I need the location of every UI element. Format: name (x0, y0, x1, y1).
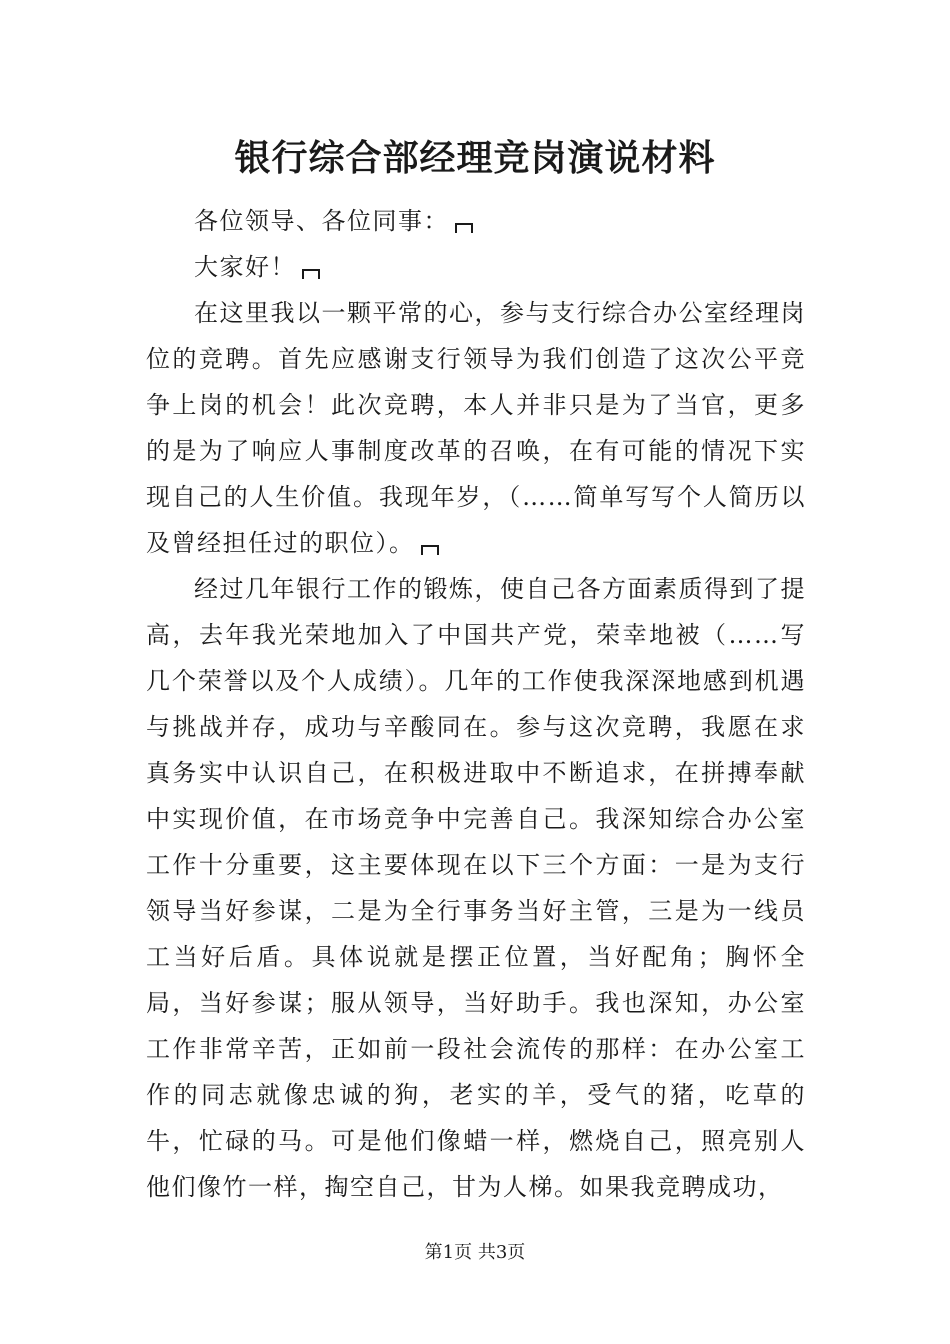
paragraph-mark-icon (455, 223, 473, 233)
paragraph-mark-icon (302, 269, 320, 279)
document-title: 银行综合部经理竞岗演说材料 (234, 137, 716, 179)
paragraph-2: 经过几年银行工作的锻炼，使自己各方面素质得到了提高，去年我光荣地加入了中国共产党，荣幸地被（……写几个荣誉以及个人成绩）。几年的工作使我深深地感到机遇与挑战并存，成功与辛酸同在。参与这次竞聘，我愿在求真务实中认识自己，在积极进取中不断追求，在拼搏奉献中实现价值，在市场竞争中完善自己。我深知综合办公室工作十分重要，这主要体现在以下三个方面：一是为支行领导当好参谋，二是为全行事务当好主管，三是为一线员工当好后盾。具体说就是摆正位置，当好配角；胸怀全局，当好参谋；服从领导，当好助手。我也深知，办公室工作非常辛苦，正如前一段社会流传的那样：在办公室工作的同志就像忠诚的狗，老实的羊，受气的猪，吃草的牛，忙碌的马。可是他们像蜡一样，燃烧自己，照亮别人他们像竹一样，掏空自己，甘为人梯。如果我竞聘成功， (146, 575, 806, 1201)
greeting-text: 各位领导、各位同事： (194, 207, 449, 235)
paragraph-mark-icon (421, 545, 439, 555)
greeting-line (146, 198, 806, 244)
paragraph-1 (146, 290, 806, 566)
hello-line (146, 244, 806, 290)
paragraph-1-text: 在这里我以一颗平常的心，参与支行综合办公室经理岗位的竞聘。首先应感谢支行领导为我们创造了这次公平竞争上岗的机会！此次竞聘，本人并非只是为了当官，更多的是为了响应人事制度改革的召唤，在有可能的情况下实现自己的人生价值。我现年岁，（……简单写写个人简历以及曾经担任过的职位）。 (146, 299, 806, 557)
page-footer: 第1页 共3页 (424, 1242, 526, 1263)
hello-text: 大家好！ (194, 253, 296, 281)
document-body (146, 198, 806, 1210)
